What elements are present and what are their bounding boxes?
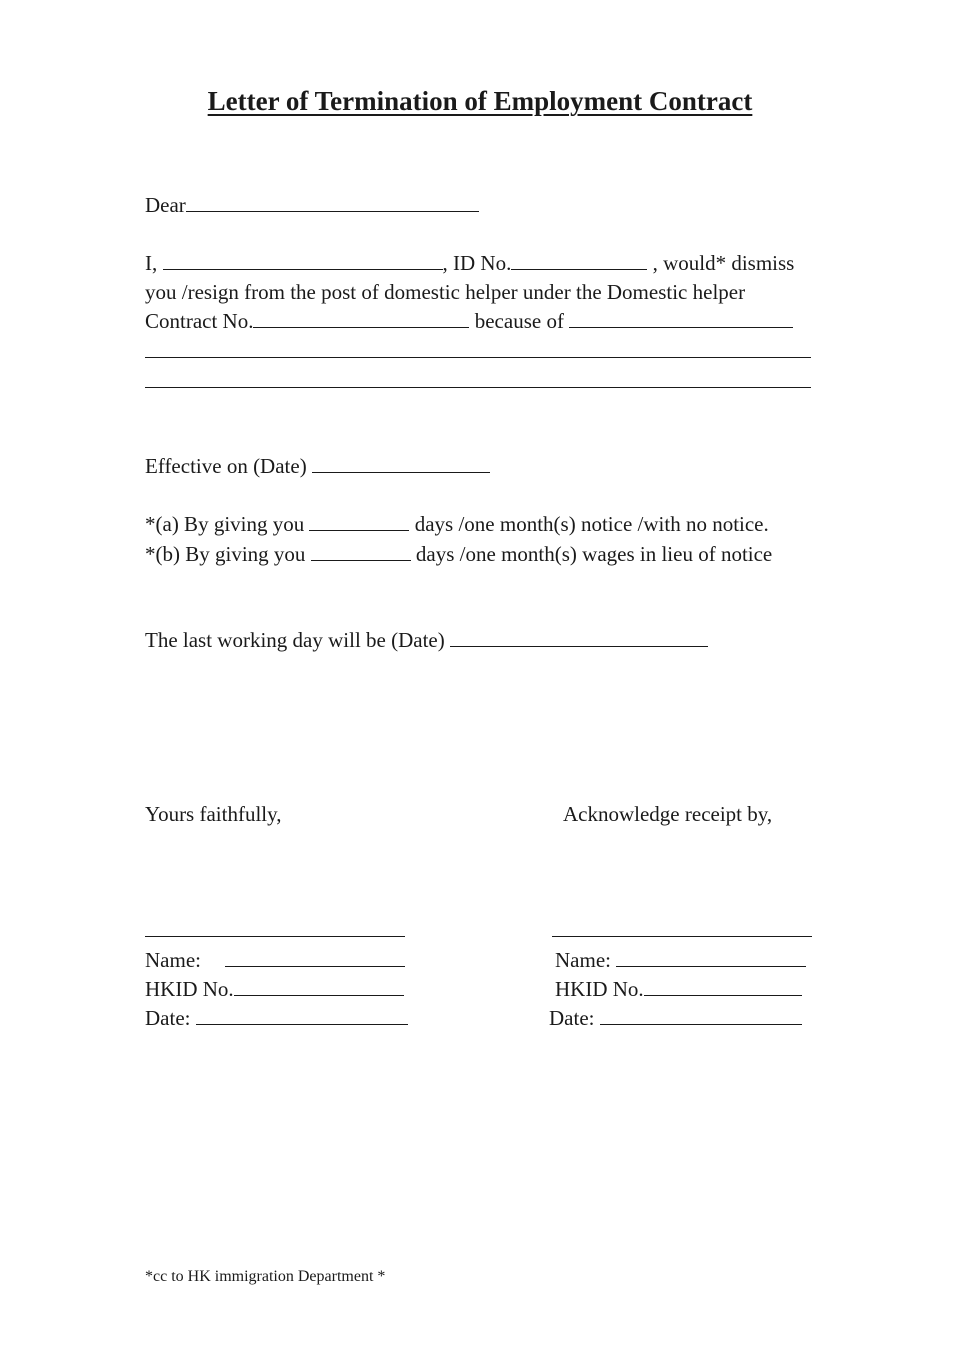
option-b-prefix: *(b) By giving you — [145, 542, 306, 566]
left-name-line — [145, 947, 405, 973]
id-number-field[interactable] — [511, 251, 647, 270]
because-label: because of — [474, 309, 564, 333]
option-a-prefix: *(a) By giving you — [145, 512, 305, 536]
right-date-label: Date: — [549, 1006, 595, 1030]
left-closing: Yours faithfully, — [145, 802, 282, 826]
effective-date-field[interactable] — [312, 454, 490, 473]
reason-continuation-line-1[interactable] — [145, 357, 811, 358]
last-working-day-line — [145, 627, 708, 653]
i-label: I, — [145, 251, 158, 275]
dear-line — [145, 192, 479, 218]
resign-line — [145, 279, 745, 305]
reason-field[interactable] — [569, 309, 793, 328]
employer-line — [145, 250, 794, 276]
left-date-line — [145, 1005, 408, 1031]
left-hkid-field[interactable] — [234, 977, 404, 996]
reason-continuation-line-2[interactable] — [145, 387, 811, 388]
contract-label: Contract No. — [145, 309, 254, 333]
option-b-suffix: days /one month(s) wages in lieu of notice — [415, 542, 773, 566]
option-a-line — [145, 511, 769, 537]
right-closing: Acknowledge receipt by, — [563, 802, 773, 826]
option-a-suffix: days /one month(s) notice /with no notice. — [414, 512, 769, 536]
right-hkid-label: HKID No. — [555, 977, 644, 1001]
right-date-field[interactable] — [600, 1006, 802, 1025]
left-name-field[interactable] — [225, 948, 405, 967]
footnote: *cc to HK immigration Department * — [145, 1268, 386, 1285]
effective-label: Effective on (Date) — [145, 454, 307, 478]
left-name-label: Name: — [145, 948, 201, 972]
left-hkid-line — [145, 976, 404, 1002]
right-name-field[interactable] — [616, 948, 806, 967]
dismiss-text: , would* dismiss — [652, 251, 795, 275]
right-signature-line[interactable] — [552, 936, 812, 937]
effective-date-line — [145, 453, 490, 479]
option-b-days-field[interactable] — [311, 542, 411, 561]
left-date-field[interactable] — [196, 1006, 408, 1025]
right-name-label: Name: — [555, 948, 611, 972]
dear-name-field[interactable] — [186, 193, 479, 212]
right-date-line — [549, 1005, 802, 1031]
left-date-label: Date: — [145, 1006, 191, 1030]
right-name-line — [555, 947, 806, 973]
right-hkid-line — [555, 976, 802, 1002]
document-title: Letter of Termination of Employment Contract — [207, 86, 753, 116]
left-hkid-label: HKID No. — [145, 977, 234, 1001]
contract-number-field[interactable] — [253, 309, 469, 328]
last-day-label: The last working day will be (Date) — [145, 628, 445, 652]
employer-name-field[interactable] — [163, 251, 443, 270]
dear-label: Dear — [145, 193, 186, 217]
resign-text: you /resign from the post of domestic helper under the Domestic helper — [145, 280, 746, 304]
id-label: , ID No. — [442, 251, 512, 275]
option-a-days-field[interactable] — [309, 512, 409, 531]
right-hkid-field[interactable] — [644, 977, 802, 996]
option-b-line — [145, 541, 772, 567]
contract-line — [145, 308, 793, 334]
last-day-date-field[interactable] — [450, 628, 708, 647]
left-signature-line[interactable] — [145, 936, 405, 937]
